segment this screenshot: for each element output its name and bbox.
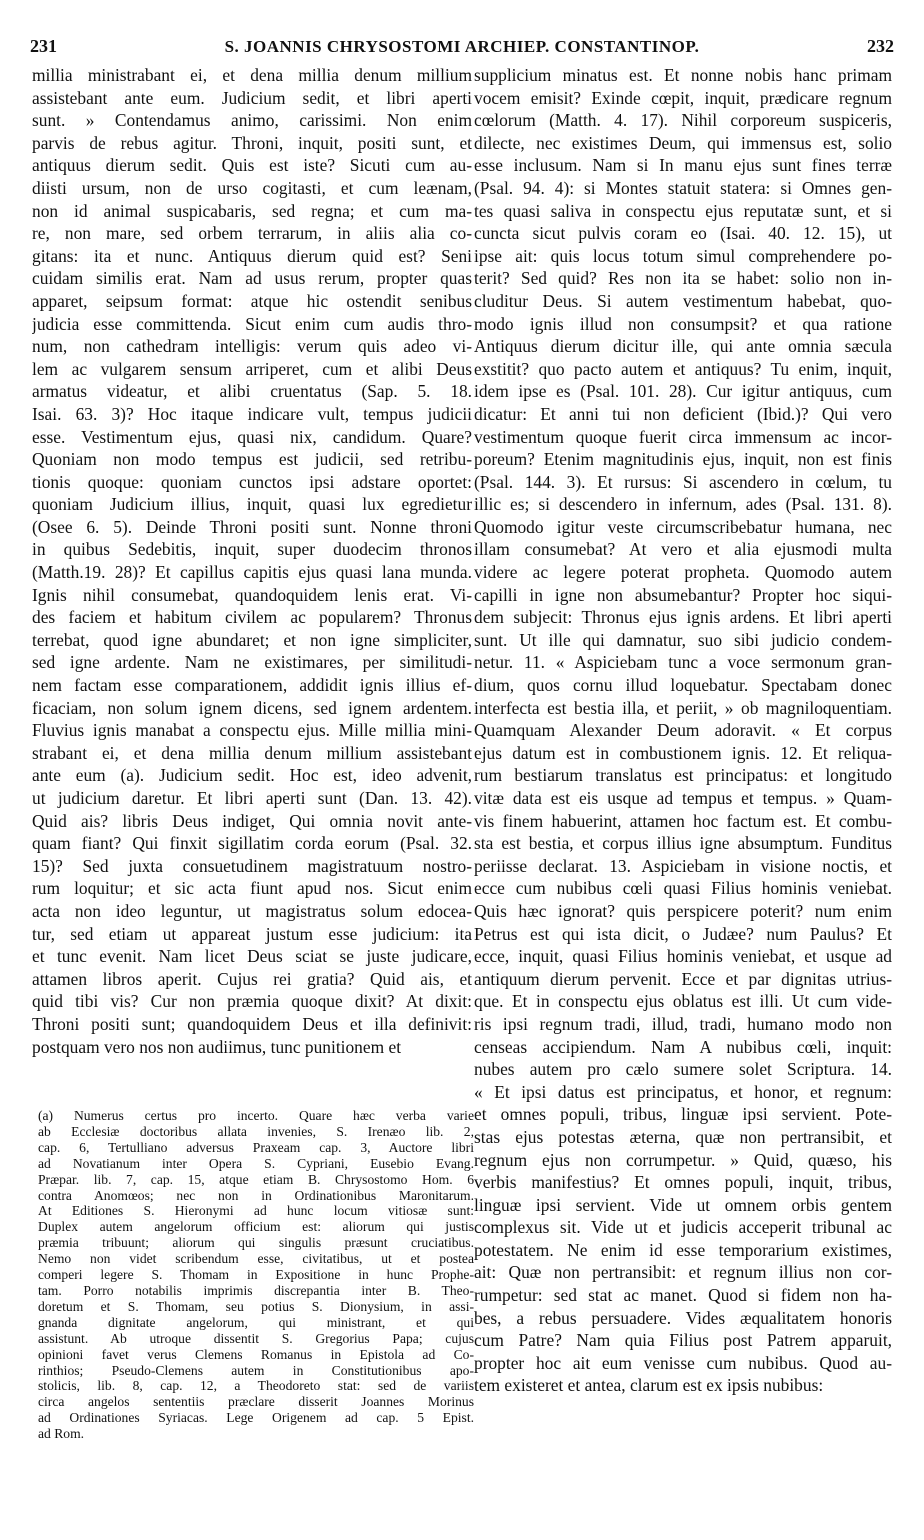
text-line: dicatur: Et anni tui non deficient (Ibid.)? Qui vero (474, 403, 892, 424)
text-line: vitæ data est eis usque ad tempus et tempus. » Quam- (474, 788, 892, 808)
text-line: antiquus dierum sedit. Quis est iste? Sicuti cum au- (32, 155, 472, 176)
text-line: Quoniam non modo tempus est judicii, sed retribu- (32, 449, 472, 470)
text-line: nem factam esse comparationem, addidit ignis illius ef- (32, 675, 472, 696)
text-line: gitans: ita et nunc. Antiquus dierum quid est? Seni (32, 245, 472, 266)
text-line: vocem emisit? Exinde cœpit, inquit, prædicare regnum (474, 87, 892, 108)
text-line: esse. Vestimentum ejus, quasi nix, candidum. Quare? (32, 426, 472, 447)
text-line: modo ignis illud non consumpsit? et qua ratione (474, 313, 892, 334)
text-line: ejus datum est in combustionem ignis. 12. Et reliqua- (474, 742, 892, 763)
text-line: assistebant ante eum. Judicium sedit, et libri aperti (32, 87, 472, 108)
text-line: sunt. Ut ille qui damnatur, suo sibi judicio condem- (474, 629, 892, 650)
text-line: Throni positi sunt; quandoquidem Deus et illa definivit: (32, 1013, 472, 1034)
text-line: periisse declarat. 13. Aspiciebam in visione noctis, et (474, 855, 892, 876)
footnote-line: stolicis, lib. 8, cap. 12, a Theodoreto stat: sed de variis (38, 1378, 474, 1394)
text-line: Quis hæc ignorat? quis perspicere poterit? num enim (474, 900, 892, 921)
text-line: Isai. 63. 3)? Hoc itaque indicare vult, tempus judicii (32, 403, 472, 424)
footnote-line: ad Rom. (38, 1426, 85, 1442)
text-line: verbis manifestius? Et omnes populi, inquit, tribus, (474, 1172, 892, 1193)
text-line: Quomodo igitur veste circumscribebatur humana, nec (474, 516, 892, 537)
text-line: millia ministrabant ei, et dena millia denum millium (32, 65, 472, 85)
text-line: (Matth.19. 28)? Et capillus capitis ejus quasi lana munda. (32, 562, 472, 583)
text-line: (Psal. 94. 4): si Montes statuit statera: si Omnes gen- (474, 177, 892, 198)
text-line: nubes autem pro cælo sumere solet Scriptura. 14. (474, 1059, 892, 1080)
footnote-line: rinthios; Pseudo-Clemens autem in Constitutionibus apo- (38, 1362, 474, 1378)
text-line: (Osee 6. 5). Deinde Throni positi sunt. Nonne throni (32, 516, 472, 537)
text-line: antiquum dierum pervenit. Ecce et par dignitas utrius- (474, 968, 892, 989)
text-line: ipse ait: quis locus totum simul comprehendere po- (474, 245, 892, 266)
text-line: vestimentum quoque fuerit circa immensum ac incor- (474, 426, 892, 447)
text-line: re, non mare, sed orbem terrarum, in aliis alia co- (32, 223, 472, 244)
text-line: cuidam similis erat. Nam ad usus rerum, propter quas (32, 268, 472, 289)
text-line: ecce cum nubibus cœli quasi Filius hominis veniebat. (474, 878, 892, 899)
text-line: bes, a rebus persuadere. Vides æqualitatem honoris (474, 1307, 892, 1328)
text-line: idem ipse es (Psal. 101. 28). Cur igitur antiquus, cum (474, 381, 892, 402)
text-line: sunt. » Contendamus animo, carissimi. Non enim (32, 110, 472, 131)
text-line: ris ipsi regnum tradi, illud, tradi, humano modo non (474, 1013, 892, 1034)
footnote-line: tam. Porro notabilis imprimis discrepantia inter B. Theo- (38, 1282, 474, 1298)
text-line: stas ejus potestas æterna, quæ non pertransibit, et (474, 1126, 892, 1147)
text-line: rumpetur: sed stat ac manet. Quod si fidem non ha- (474, 1285, 892, 1306)
text-line: supplicium minatus est. Et nonne nobis hanc primam (474, 65, 892, 85)
text-line: linguæ ipsi servient. Vide ut omnem orbis gentem (474, 1194, 892, 1215)
text-line: cuncta sicut pulvis coram eo (Isai. 40. 12. 15), ut (474, 223, 892, 244)
footnote-line: Nemo non videt scribendum esse, civitatibus, ut et postea (38, 1251, 474, 1267)
footnote-line: contra Anomœos; nec non in Ordinationibus Maronitarum. (38, 1187, 474, 1203)
text-line: et tunc evenit. Nam licet Deus sciat se juste judicare, (32, 946, 472, 967)
text-line: « Et ipsi datus est principatus, et honor, et regnum: (474, 1081, 892, 1102)
text-line: ait: Quæ non pertransibit: et regnum illius non cor- (474, 1262, 892, 1283)
text-line: dem subjecit: Thronus ejus ignis ardens. Et libri aperti (474, 607, 892, 628)
text-line: rum loquitur; et sic acta fiunt apud nos. Sicut enim (32, 878, 472, 899)
text-line: ante eum (a). Judicium sedit. Hoc est, ideo advenit, (32, 765, 472, 786)
text-line: complexus sit. Vide ut et judicis acceperit tribunal ac (474, 1217, 892, 1238)
text-line: Quamquam Alexander Deum adoravit. « Et corpus (474, 720, 892, 741)
text-line: terrebat, quod igne abundaret; et non igne simpliciter, (32, 629, 472, 650)
text-line: in quibus Sedebitis, inquit, super duodecim thronos (32, 539, 472, 560)
text-line: tur, sed etiam ut appareat justum esse judicium: ita (32, 923, 472, 944)
text-line: potestatem. Ne enim id esse temporarium existimes, (474, 1239, 892, 1260)
text-line: rum bestiarum translatus est principatus: et longitudo (474, 765, 892, 786)
text-line: propter hoc ait eum venisse cum nubibus. Quod au- (474, 1352, 892, 1373)
text-line: diisti ursum, non de urso cogitasti, et cum leænam, (32, 177, 472, 198)
text-line: dilecte, nec existimes Deum, qui immensus est, solio (474, 132, 892, 153)
text-line: judicia esse committenda. Sicut enim cum audis thro- (32, 313, 472, 334)
left-column-text (32, 64, 472, 1058)
text-line: illic es; si descendero in infernum, ades (Psal. 131. 8). (474, 494, 892, 515)
text-line: Fluvius ignis manabat a conspectu ejus. Mille millia mini- (32, 720, 472, 741)
footnote-line: assistunt. Ab utroque dissentit S. Gregorius Papa; cujus (38, 1330, 474, 1346)
text-line: poreum? Etenim magnitudinis ejus, inquit, non est finis (474, 449, 892, 470)
text-line: netur. 11. « Aspiciebam tunc a voce sermonum gran- (474, 652, 892, 673)
text-line: ecce, inquit, quasi Filius hominis veniebat, et usque ad (474, 946, 892, 967)
text-line: parvis de rebus agitur. Throni, inquit, positi sunt, et (32, 132, 472, 153)
text-line: censeas accipiendum. Nam A nubibus cœli, inquit: (474, 1036, 892, 1057)
text-line: regnum ejus non corrumpetur. » Quid, quæso, his (474, 1149, 892, 1170)
text-line: attamen libros aperit. Cujus rei gratia? Quid ais, et (32, 968, 472, 989)
text-line: cum Patre? Nam quia Filius post Patrem apparuit, (474, 1330, 892, 1351)
footnote-block (38, 1108, 474, 1442)
text-line: armatus videatur, et alibi cruentatus (Sap. 5. 18. (32, 381, 472, 402)
text-line: sed igne ardente. Nam ne existimares, per similitudi- (32, 652, 472, 673)
text-line: lem ac vulgarem sensum arriperet, cum et alibi Deus (32, 358, 472, 379)
footnote-line: doretum et S. Thomam, seu potius S. Dionysium, in assi- (38, 1298, 474, 1314)
footnote-line: præmia tribuunt; aliorum qui singulis præsunt cruciatibus. (38, 1235, 474, 1251)
text-line: esse inclusum. Nam si In manu ejus sunt fines terræ (474, 155, 892, 176)
text-line: tes quasi saliva in conspectu ejus reputatæ sunt, et si (474, 200, 892, 221)
text-line: quoniam Judicium illius, inquit, quasi lux egredietur (32, 494, 472, 515)
text-line: 15)? Sed juxta consuetudinem magistratuum nostro- (32, 855, 472, 876)
text-line: cœlorum (Matth. 4. 17). Nihil corporeum suspiceris, (474, 110, 892, 131)
running-title: S. JOANNIS CHRYSOSTOMI ARCHIEP. CONSTANTINOP. (224, 37, 700, 56)
text-line: sta est bestia, et corpus illius igne absumptum. Funditus (474, 833, 892, 854)
footnote-line: ad Novatianum inter Opera S. Cypriani, Eusebio Evang. (38, 1155, 474, 1171)
text-line: Ignis nihil consumebat, quandoquidem lenis erat. Vi- (32, 584, 472, 605)
footnote-line: ab Ecclesiæ doctoribus allata invenies, S. Irenæo lib. 2, (38, 1123, 474, 1139)
text-line: postquam vero nos non audiimus, tunc punitionem et (32, 1036, 402, 1057)
text-line: ut judicium daretur. Et libri aperti sunt (Dan. 13. 42). (32, 788, 472, 808)
footnote-line: opinioni favet verus Clemens Romanus in Epistola ad Co- (38, 1346, 474, 1362)
text-line: et omnes populi, tribus, linguæ ipsi servient. Pote- (474, 1104, 892, 1125)
text-line: strabant ei, et dena millia denum millium assistebant (32, 742, 472, 763)
text-line: cluditur Deus. Si autem vestimentum habebat, quo- (474, 290, 892, 311)
footnote-line: Præpar. lib. 7, cap. 15, atque etiam B. Chrysostomo Hom. 6 (38, 1171, 474, 1187)
text-line: Petrus est qui ista dicit, o Judæe? num Paulus? Et (474, 923, 892, 944)
footnote-line: gnanda dignitate angelorum, qui ministrant, et qui (38, 1314, 474, 1330)
text-line: vis finem habuerint, attamen hoc factum est. Et combu- (474, 810, 892, 831)
footnote-line: Duplex autem angelorum officium est: aliorum qui justis (38, 1219, 474, 1235)
text-line: que. Et in conspectu ejus oblatus est illi. Ut cum vide- (474, 991, 892, 1012)
text-line: Antiquus dierum dicitur ille, qui ante omnia sæcula (474, 336, 892, 357)
text-line: illam consumebat? At vero et alia ejusmodi multa (474, 539, 892, 560)
text-line: ficaciam, non solum ignem dicens, sed ignem ardentem. (32, 697, 472, 718)
text-line: acta non ideo leguntur, ut magistratus solum edoceа- (32, 900, 472, 921)
text-line: quid tibi vis? Cur non præmia quoque dixit? At dixit: (32, 991, 472, 1012)
footnote-line: At Editiones S. Hieronymi ad hunc locum vitiosæ sunt: (38, 1203, 474, 1219)
text-line: capilli in igne non absumebantur? Propter hoc siqui- (474, 584, 892, 605)
text-line: num, non cathedram intelligis: verum quis adeo vi- (32, 336, 472, 357)
text-line: terit? Sed quid? Res non ita se habet: solio non in- (474, 268, 892, 289)
right-column-text (474, 64, 892, 1397)
text-line: tem existeret et antea, clarum est ex ipsis nubibus: (474, 1375, 824, 1396)
footnote-line: (a) Numerus certus pro incerto. Quare hæc verba varie (38, 1108, 474, 1123)
text-line: tionis quoque: quoniam cunctos ipsi adstare oportet: (32, 471, 472, 492)
text-line: non id animal suspicabaris, sed regna; et cum ma- (32, 200, 472, 221)
text-line: des faciem et habitum civilem ac popularem? Thronus (32, 607, 472, 628)
text-line: apparet, seipsum format: atque hic ostendit senibus (32, 290, 472, 311)
text-line: videre ac legere poterat propheta. Quomodo autem (474, 562, 892, 583)
text-line: interfecta est bestia illa, et periit, » ob magniloquentiam. (474, 697, 892, 718)
footnote-line: comperi legere S. Thomam in Expositione in hunc Prophe- (38, 1267, 474, 1283)
text-line: quam fiant? Qui finxit sigillatim corda eorum (Psal. 32. (32, 833, 472, 854)
footnote-line: ad Ordinationes Syriacas. Lege Origenem ad cap. 5 Epist. (38, 1410, 474, 1426)
page-number-right: 232 (867, 36, 894, 56)
running-header (30, 36, 894, 62)
text-line: dium, quos cornu illud loquebatur. Spectabam donec (474, 675, 892, 696)
page-number-left: 231 (30, 36, 57, 56)
text-line: exstitit? quo pacto autem et antiquus? Tu enim, inquit, (474, 358, 892, 379)
text-line: (Psal. 144. 3). Et rursus: Si ascendero in cœlum, tu (474, 471, 892, 492)
footnote-line: circa angelos sententiis præclare disserit Joannes Morinus (38, 1394, 474, 1410)
text-line: Quid ais? libris Deus indiget, Qui omnia novit ante- (32, 810, 472, 831)
footnote-line: cap. 6, Tertulliano adversus Praxeam cap. 3, Auctore libri (38, 1139, 474, 1155)
